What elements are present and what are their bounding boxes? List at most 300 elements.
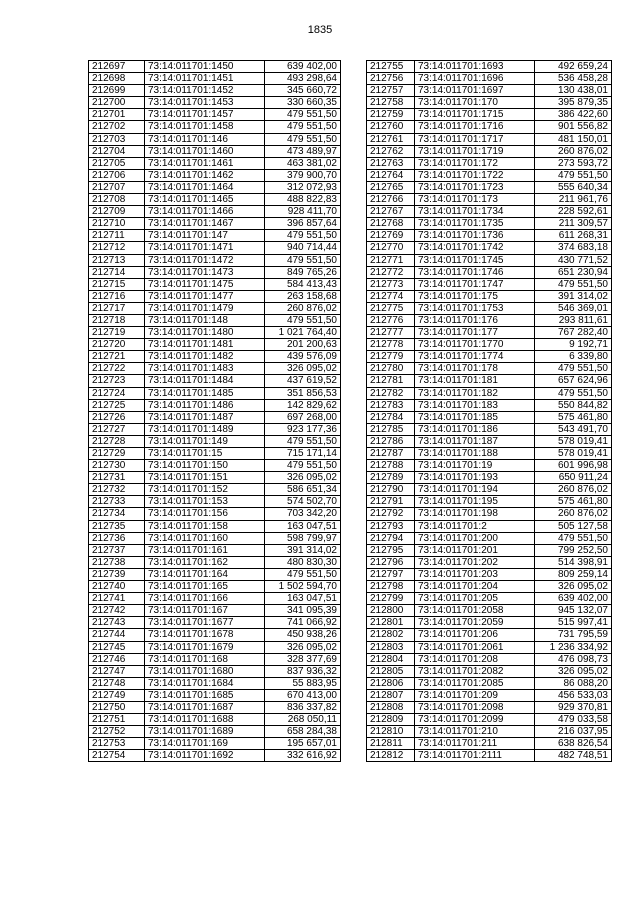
row-number-cell: 212734 — [89, 508, 145, 520]
value-cell: 658 284,38 — [265, 726, 341, 738]
table-row — [89, 629, 341, 641]
value-cell: 332 616,92 — [265, 750, 341, 762]
row-number-cell: 212745 — [89, 641, 145, 653]
value-cell: 142 829,62 — [265, 399, 341, 411]
value-cell: 479 551,50 — [535, 363, 612, 375]
row-number-cell: 212755 — [367, 61, 415, 73]
row-number-cell: 212720 — [89, 339, 145, 351]
row-number-cell: 212810 — [367, 726, 415, 738]
table-row — [367, 278, 612, 290]
table-row — [367, 568, 612, 580]
table-row — [89, 508, 341, 520]
cadastral-number-cell: 73:14:011701:1745 — [415, 254, 535, 266]
cadastral-number-cell: 73:14:011701:2082 — [415, 665, 535, 677]
row-number-cell: 212773 — [367, 278, 415, 290]
value-cell: 326 095,02 — [265, 363, 341, 375]
cadastral-number-cell: 73:14:011701:169 — [145, 738, 265, 750]
row-number-cell: 212807 — [367, 689, 415, 701]
cadastral-number-cell: 73:14:011701:1484 — [145, 375, 265, 387]
value-cell: 929 370,81 — [535, 701, 612, 713]
value-cell: 543 491,70 — [535, 423, 612, 435]
table-row — [89, 97, 341, 109]
table-row — [89, 145, 341, 157]
cadastral-number-cell: 73:14:011701:1746 — [415, 266, 535, 278]
cadastral-number-cell: 73:14:011701:178 — [415, 363, 535, 375]
row-number-cell: 212715 — [89, 278, 145, 290]
value-cell: 578 019,41 — [535, 448, 612, 460]
row-number-cell: 212787 — [367, 448, 415, 460]
cadastral-number-cell: 73:14:011701:1774 — [415, 351, 535, 363]
value-cell: 945 132,07 — [535, 605, 612, 617]
row-number-cell: 212701 — [89, 109, 145, 121]
table-row — [367, 701, 612, 713]
row-number-cell: 212806 — [367, 677, 415, 689]
cadastral-number-cell: 73:14:011701:181 — [415, 375, 535, 387]
value-cell: 479 551,50 — [265, 314, 341, 326]
row-number-cell: 212746 — [89, 653, 145, 665]
value-cell: 492 659,24 — [535, 61, 612, 73]
cadastral-number-cell: 73:14:011701:1717 — [415, 133, 535, 145]
cadastral-number-cell: 73:14:011701:1477 — [145, 290, 265, 302]
value-cell: 480 830,30 — [265, 556, 341, 568]
cadastral-number-cell: 73:14:011701:148 — [145, 314, 265, 326]
row-number-cell: 212786 — [367, 435, 415, 447]
table-row — [89, 423, 341, 435]
row-number-cell: 212766 — [367, 194, 415, 206]
cadastral-number-cell: 73:14:011701:1747 — [415, 278, 535, 290]
value-cell: 211 961,76 — [535, 194, 612, 206]
cadastral-number-cell: 73:14:011701:162 — [145, 556, 265, 568]
table-row — [367, 302, 612, 314]
cadastral-number-cell: 73:14:011701:1465 — [145, 194, 265, 206]
table-row — [89, 375, 341, 387]
cadastral-number-cell: 73:14:011701:1479 — [145, 302, 265, 314]
table-row — [89, 581, 341, 593]
cadastral-number-cell: 73:14:011701:1678 — [145, 629, 265, 641]
value-cell: 505 127,58 — [535, 520, 612, 532]
value-cell: 479 551,50 — [265, 460, 341, 472]
value-cell: 463 381,02 — [265, 157, 341, 169]
cadastral-number-cell: 73:14:011701:15 — [145, 448, 265, 460]
row-number-cell: 212808 — [367, 701, 415, 713]
value-cell: 488 822,83 — [265, 194, 341, 206]
row-number-cell: 212793 — [367, 520, 415, 532]
cadastral-number-cell: 73:14:011701:161 — [145, 544, 265, 556]
value-cell: 228 592,61 — [535, 206, 612, 218]
row-number-cell: 212740 — [89, 581, 145, 593]
value-cell: 268 050,11 — [265, 714, 341, 726]
table-row — [367, 411, 612, 423]
table-row — [367, 314, 612, 326]
cadastral-number-cell: 73:14:011701:204 — [415, 581, 535, 593]
table-row — [367, 653, 612, 665]
cadastral-number-cell: 73:14:011701:160 — [145, 532, 265, 544]
value-cell: 163 047,51 — [265, 593, 341, 605]
row-number-cell: 212743 — [89, 617, 145, 629]
cadastral-number-cell: 73:14:011701:198 — [415, 508, 535, 520]
cadastral-number-cell: 73:14:011701:1685 — [145, 689, 265, 701]
cadastral-number-cell: 73:14:011701:166 — [145, 593, 265, 605]
table-row — [89, 157, 341, 169]
cadastral-number-cell: 73:14:011701:2098 — [415, 701, 535, 713]
row-number-cell: 212783 — [367, 399, 415, 411]
cadastral-number-cell: 73:14:011701:2099 — [415, 714, 535, 726]
value-cell: 923 177,36 — [265, 423, 341, 435]
row-number-cell: 212792 — [367, 508, 415, 520]
cadastral-number-cell: 73:14:011701:165 — [145, 581, 265, 593]
row-number-cell: 212800 — [367, 605, 415, 617]
row-number-cell: 212782 — [367, 387, 415, 399]
row-number-cell: 212789 — [367, 472, 415, 484]
table-row — [89, 278, 341, 290]
value-cell: 211 309,57 — [535, 218, 612, 230]
row-number-cell: 212699 — [89, 85, 145, 97]
cadastral-number-cell: 73:14:011701:1716 — [415, 121, 535, 133]
value-cell: 439 576,09 — [265, 351, 341, 363]
cadastral-number-cell: 73:14:011701:1723 — [415, 181, 535, 193]
cadastral-number-cell: 73:14:011701:1742 — [415, 242, 535, 254]
value-cell: 473 489,97 — [265, 145, 341, 157]
table-row — [367, 665, 612, 677]
row-number-cell: 212713 — [89, 254, 145, 266]
cadastral-number-cell: 73:14:011701:1485 — [145, 387, 265, 399]
value-cell: 479 551,50 — [265, 109, 341, 121]
cadastral-number-cell: 73:14:011701:1719 — [415, 145, 535, 157]
cadastral-number-cell: 73:14:011701:1472 — [145, 254, 265, 266]
value-cell: 514 398,91 — [535, 556, 612, 568]
value-cell: 374 683,18 — [535, 242, 612, 254]
cadastral-number-cell: 73:14:011701:182 — [415, 387, 535, 399]
cadastral-number-cell: 73:14:011701:151 — [145, 472, 265, 484]
table-row — [89, 181, 341, 193]
table-row — [89, 593, 341, 605]
row-number-cell: 212748 — [89, 677, 145, 689]
value-cell: 260 876,02 — [535, 484, 612, 496]
cadastral-number-cell: 73:14:011701:1471 — [145, 242, 265, 254]
value-cell: 326 095,02 — [265, 472, 341, 484]
table-row — [89, 556, 341, 568]
cadastral-number-cell: 73:14:011701:200 — [415, 532, 535, 544]
cadastral-number-cell: 73:14:011701:1480 — [145, 327, 265, 339]
value-cell: 163 047,51 — [265, 520, 341, 532]
row-number-cell: 212795 — [367, 544, 415, 556]
cadastral-number-cell: 73:14:011701:1451 — [145, 73, 265, 85]
row-number-cell: 212732 — [89, 484, 145, 496]
cadastral-number-cell: 73:14:011701:208 — [415, 653, 535, 665]
row-number-cell: 212756 — [367, 73, 415, 85]
table-row — [89, 302, 341, 314]
table-row — [367, 617, 612, 629]
value-cell: 326 095,02 — [265, 641, 341, 653]
table-row — [367, 181, 612, 193]
row-number-cell: 212769 — [367, 230, 415, 242]
cadastral-number-cell: 73:14:011701:1467 — [145, 218, 265, 230]
table-row — [89, 314, 341, 326]
cadastral-number-cell: 73:14:011701:183 — [415, 399, 535, 411]
row-number-cell: 212721 — [89, 351, 145, 363]
row-number-cell: 212794 — [367, 532, 415, 544]
value-cell: 345 660,72 — [265, 85, 341, 97]
cadastral-number-cell: 73:14:011701:187 — [415, 435, 535, 447]
table-row — [367, 532, 612, 544]
cadastral-number-cell: 73:14:011701:193 — [415, 472, 535, 484]
value-cell: 479 033,58 — [535, 714, 612, 726]
value-cell: 493 298,64 — [265, 73, 341, 85]
row-number-cell: 212726 — [89, 411, 145, 423]
row-number-cell: 212747 — [89, 665, 145, 677]
value-cell: 395 879,35 — [535, 97, 612, 109]
row-number-cell: 212712 — [89, 242, 145, 254]
table-row — [89, 327, 341, 339]
value-cell: 263 158,68 — [265, 290, 341, 302]
value-cell: 555 640,34 — [535, 181, 612, 193]
value-cell: 479 551,50 — [535, 278, 612, 290]
row-number-cell: 212729 — [89, 448, 145, 460]
row-number-cell: 212805 — [367, 665, 415, 677]
value-cell: 639 402,00 — [265, 61, 341, 73]
row-number-cell: 212700 — [89, 97, 145, 109]
table-row — [89, 448, 341, 460]
table-row — [89, 484, 341, 496]
table-row — [89, 496, 341, 508]
cadastral-number-cell: 73:14:011701:172 — [415, 157, 535, 169]
table-row — [89, 85, 341, 97]
value-cell: 584 413,43 — [265, 278, 341, 290]
cadastral-number-cell: 73:14:011701:1458 — [145, 121, 265, 133]
row-number-cell: 212804 — [367, 653, 415, 665]
cadastral-number-cell: 73:14:011701:1486 — [145, 399, 265, 411]
cadastral-number-cell: 73:14:011701:1487 — [145, 411, 265, 423]
cadastral-number-cell: 73:14:011701:201 — [415, 544, 535, 556]
row-number-cell: 212785 — [367, 423, 415, 435]
cadastral-number-cell: 73:14:011701:1464 — [145, 181, 265, 193]
table-row — [89, 290, 341, 302]
value-cell: 330 660,35 — [265, 97, 341, 109]
cadastral-number-cell: 73:14:011701:2059 — [415, 617, 535, 629]
table-row — [89, 194, 341, 206]
table-row — [367, 169, 612, 181]
value-cell: 940 714,44 — [265, 242, 341, 254]
table-row — [367, 605, 612, 617]
table-row — [89, 653, 341, 665]
cadastral-number-cell: 73:14:011701:170 — [415, 97, 535, 109]
row-number-cell: 212708 — [89, 194, 145, 206]
value-cell: 9 192,71 — [535, 339, 612, 351]
table-row — [89, 677, 341, 689]
row-number-cell: 212763 — [367, 157, 415, 169]
table-row — [367, 460, 612, 472]
cadastral-number-cell: 73:14:011701:1736 — [415, 230, 535, 242]
value-cell: 536 458,28 — [535, 73, 612, 85]
value-cell: 731 795,59 — [535, 629, 612, 641]
table-row — [367, 423, 612, 435]
cadastral-number-cell: 73:14:011701:173 — [415, 194, 535, 206]
table-row — [89, 351, 341, 363]
row-number-cell: 212774 — [367, 290, 415, 302]
table-row — [367, 472, 612, 484]
row-number-cell: 212799 — [367, 593, 415, 605]
cadastral-number-cell: 73:14:011701:1684 — [145, 677, 265, 689]
row-number-cell: 212803 — [367, 641, 415, 653]
row-number-cell: 212761 — [367, 133, 415, 145]
cadastral-number-cell: 73:14:011701:1734 — [415, 206, 535, 218]
table-row — [89, 701, 341, 713]
table-row — [89, 133, 341, 145]
value-cell: 703 342,20 — [265, 508, 341, 520]
table-row — [367, 109, 612, 121]
row-number-cell: 212768 — [367, 218, 415, 230]
value-cell: 479 551,50 — [535, 169, 612, 181]
page-number: 1835 — [307, 24, 333, 36]
table-row — [367, 750, 612, 762]
row-number-cell: 212739 — [89, 568, 145, 580]
row-number-cell: 212741 — [89, 593, 145, 605]
cadastral-number-cell: 73:14:011701:1697 — [415, 85, 535, 97]
table-row — [367, 327, 612, 339]
table-row — [367, 157, 612, 169]
value-cell: 396 857,64 — [265, 218, 341, 230]
value-cell: 351 856,53 — [265, 387, 341, 399]
value-cell: 479 551,50 — [265, 435, 341, 447]
row-number-cell: 212738 — [89, 556, 145, 568]
table-row — [367, 254, 612, 266]
cadastral-number-cell: 73:14:011701:206 — [415, 629, 535, 641]
cadastral-number-cell: 73:14:011701:188 — [415, 448, 535, 460]
value-cell: 836 337,82 — [265, 701, 341, 713]
table-row — [367, 387, 612, 399]
value-cell: 1 021 764,40 — [265, 327, 341, 339]
table-row — [89, 665, 341, 677]
table-row — [367, 544, 612, 556]
row-number-cell: 212778 — [367, 339, 415, 351]
value-cell: 550 844,82 — [535, 399, 612, 411]
table-row — [89, 266, 341, 278]
cadastral-number-cell: 73:14:011701:150 — [145, 460, 265, 472]
value-cell: 130 438,01 — [535, 85, 612, 97]
cadastral-number-cell: 73:14:011701:202 — [415, 556, 535, 568]
value-cell: 651 230,94 — [535, 266, 612, 278]
table-row — [367, 593, 612, 605]
row-number-cell: 212776 — [367, 314, 415, 326]
table-row — [367, 121, 612, 133]
cadastral-number-cell: 73:14:011701:168 — [145, 653, 265, 665]
cadastral-number-cell: 73:14:011701:1770 — [415, 339, 535, 351]
row-number-cell: 212707 — [89, 181, 145, 193]
cadastral-number-cell: 73:14:011701:153 — [145, 496, 265, 508]
value-cell: 55 883,95 — [265, 677, 341, 689]
table-row — [89, 73, 341, 85]
row-number-cell: 212733 — [89, 496, 145, 508]
row-number-cell: 212697 — [89, 61, 145, 73]
table-row — [89, 750, 341, 762]
row-number-cell: 212716 — [89, 290, 145, 302]
value-cell: 391 314,02 — [265, 544, 341, 556]
row-number-cell: 212717 — [89, 302, 145, 314]
value-cell: 479 551,50 — [535, 387, 612, 399]
value-cell: 638 826,54 — [535, 738, 612, 750]
cadastral-number-cell: 73:14:011701:185 — [415, 411, 535, 423]
row-number-cell: 212706 — [89, 169, 145, 181]
left-table — [88, 60, 341, 762]
cadastral-number-cell: 73:14:011701:1450 — [145, 61, 265, 73]
value-cell: 767 282,40 — [535, 327, 612, 339]
value-cell: 1 502 594,70 — [265, 581, 341, 593]
table-row — [89, 218, 341, 230]
cadastral-number-cell: 73:14:011701:1466 — [145, 206, 265, 218]
value-cell: 195 657,01 — [265, 738, 341, 750]
value-cell: 670 413,00 — [265, 689, 341, 701]
row-number-cell: 212781 — [367, 375, 415, 387]
cadastral-number-cell: 73:14:011701:1715 — [415, 109, 535, 121]
cadastral-number-cell: 73:14:011701:152 — [145, 484, 265, 496]
table-row — [367, 85, 612, 97]
value-cell: 482 748,51 — [535, 750, 612, 762]
row-number-cell: 212722 — [89, 363, 145, 375]
row-number-cell: 212812 — [367, 750, 415, 762]
cadastral-number-cell: 73:14:011701:156 — [145, 508, 265, 520]
row-number-cell: 212760 — [367, 121, 415, 133]
row-number-cell: 212796 — [367, 556, 415, 568]
value-cell: 901 556,82 — [535, 121, 612, 133]
table-row — [89, 738, 341, 750]
value-cell: 379 900,70 — [265, 169, 341, 181]
cadastral-number-cell: 73:14:011701:1460 — [145, 145, 265, 157]
cadastral-number-cell: 73:14:011701:186 — [415, 423, 535, 435]
table-row — [367, 73, 612, 85]
value-cell: 715 171,14 — [265, 448, 341, 460]
value-cell: 273 593,72 — [535, 157, 612, 169]
table-row — [367, 448, 612, 460]
value-cell: 430 771,52 — [535, 254, 612, 266]
table-row — [89, 411, 341, 423]
table-row — [89, 520, 341, 532]
row-number-cell: 212735 — [89, 520, 145, 532]
table-row — [89, 435, 341, 447]
value-cell: 476 098,73 — [535, 653, 612, 665]
table-row — [89, 387, 341, 399]
row-number-cell: 212702 — [89, 121, 145, 133]
row-number-cell: 212771 — [367, 254, 415, 266]
table-row — [367, 714, 612, 726]
table-row — [367, 351, 612, 363]
value-cell: 216 037,95 — [535, 726, 612, 738]
cadastral-number-cell: 73:14:011701:1481 — [145, 339, 265, 351]
table-row — [89, 242, 341, 254]
table-row — [367, 133, 612, 145]
value-cell: 86 088,20 — [535, 677, 612, 689]
table-row — [367, 339, 612, 351]
cadastral-number-cell: 73:14:011701:19 — [415, 460, 535, 472]
row-number-cell: 212704 — [89, 145, 145, 157]
table-row — [89, 532, 341, 544]
value-cell: 391 314,02 — [535, 290, 612, 302]
row-number-cell: 212718 — [89, 314, 145, 326]
cadastral-number-cell: 73:14:011701:1696 — [415, 73, 535, 85]
value-cell: 479 551,50 — [265, 254, 341, 266]
row-number-cell: 212742 — [89, 605, 145, 617]
value-cell: 326 095,02 — [535, 665, 612, 677]
cadastral-number-cell: 73:14:011701:1692 — [145, 750, 265, 762]
cadastral-number-cell: 73:14:011701:205 — [415, 593, 535, 605]
value-cell: 479 551,50 — [265, 133, 341, 145]
value-cell: 312 072,93 — [265, 181, 341, 193]
table-row — [367, 363, 612, 375]
table-row — [367, 218, 612, 230]
row-number-cell: 212784 — [367, 411, 415, 423]
cadastral-number-cell: 73:14:011701:2 — [415, 520, 535, 532]
table-row — [367, 290, 612, 302]
cadastral-number-cell: 73:14:011701:1677 — [145, 617, 265, 629]
